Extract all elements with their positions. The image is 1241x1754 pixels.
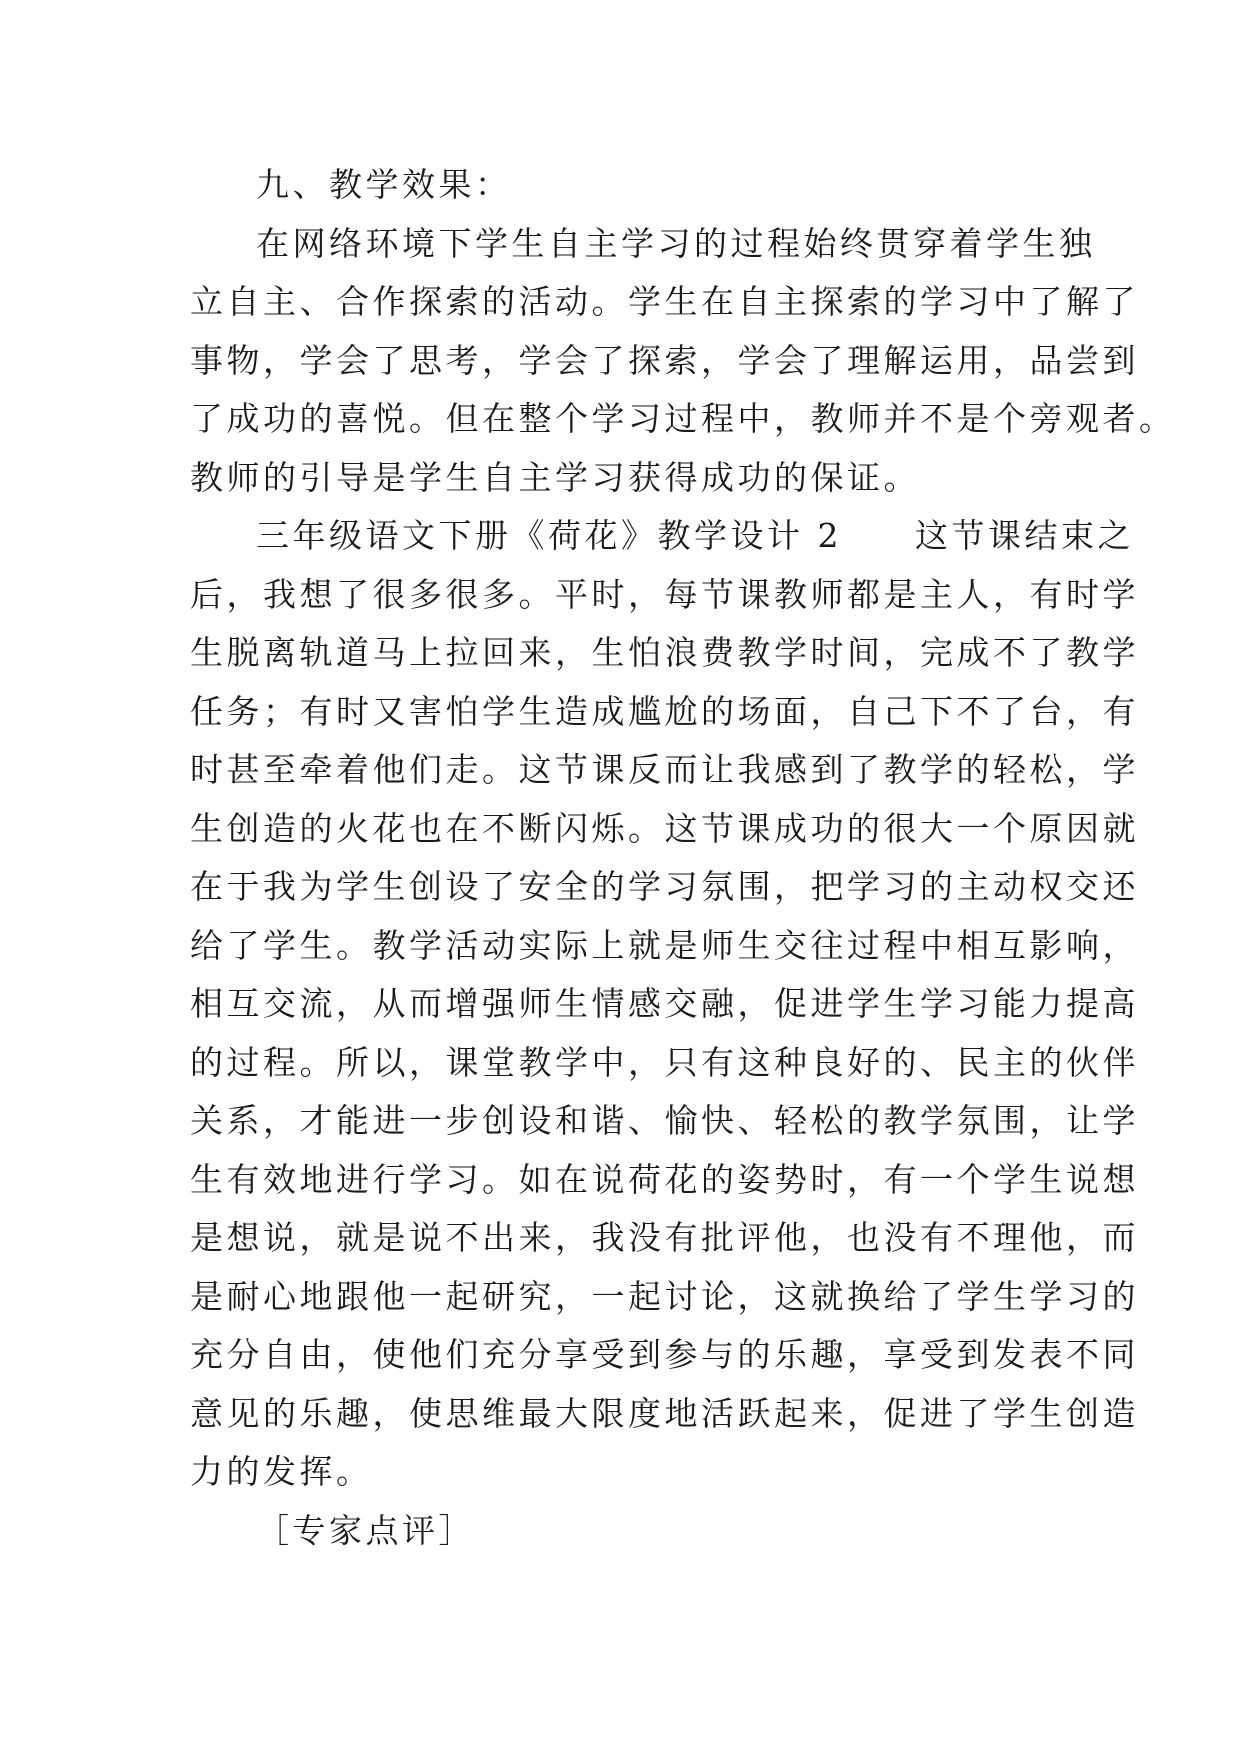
text-line: 三年级语文下册《荷花》教学设计 2 这节课结束之	[256, 516, 1134, 555]
text-line: 在于我为学生创设了安全的学习氛围，把学习的主动权交还	[190, 867, 1139, 906]
text-line: 教师的引导是学生自主学习获得成功的保证。	[190, 457, 920, 497]
text-line: 任务；有时又害怕学生造成尴尬的场面，自己下不了台，有	[190, 691, 1139, 731]
text-line: 意见的乐趣，使思维最大限度地活跃起来，促进了学生创造	[190, 1393, 1139, 1433]
text-line: 的过程。所以，课堂教学中，只有这种良好的、民主的伙伴	[190, 1042, 1139, 1082]
text-line: 生脱离轨道马上拉回来，生怕浪费教学时间，完成不了教学	[190, 633, 1139, 672]
text-line: 了成功的喜悦。但在整个学习过程中，教师并不是个旁观者。	[190, 399, 1176, 438]
text-line: 生有效地进行学习。如在说荷花的姿势时，有一个学生说想	[190, 1159, 1139, 1199]
text-line: 事物，学会了思考，学会了探索，学会了理解运用，品尝到	[190, 340, 1139, 380]
text-line: ［专家点评］	[256, 1510, 475, 1550]
text-line: 后，我想了很多很多。平时，每节课教师都是主人，有时学	[190, 574, 1139, 614]
text-line: 生创造的火花也在不断闪烁。这节课成功的很大一个原因就	[190, 808, 1139, 848]
text-line: 力的发挥。	[190, 1452, 373, 1491]
text-line: 给了学生。教学活动实际上就是师生交往过程中相互影响，	[190, 925, 1139, 965]
text-line: 充分自由，使他们充分享受到参与的乐趣，享受到发表不同	[190, 1335, 1139, 1374]
text-line: 相互交流，从而增强师生情感交融，促进学生学习能力提高	[190, 984, 1139, 1023]
text-line: 九、教学效果：	[256, 165, 512, 204]
text-line: 是耐心地跟他一起研究，一起讨论，这就换给了学生学习的	[190, 1276, 1139, 1316]
document-body	[190, 156, 1176, 1560]
text-line: 立自主、合作探索的活动。学生在自主探索的学习中了解了	[190, 282, 1139, 321]
text-line: 在网络环境下学生自主学习的过程始终贯穿着学生独	[256, 223, 1096, 263]
text-line: 关系，才能进一步创设和谐、愉快、轻松的教学氛围，让学	[190, 1101, 1139, 1140]
text-line: 时甚至牵着他们走。这节课反而让我感到了教学的轻松，学	[190, 750, 1139, 789]
text-line: 是想说，就是说不出来，我没有批评他，也没有不理他，而	[190, 1218, 1139, 1257]
